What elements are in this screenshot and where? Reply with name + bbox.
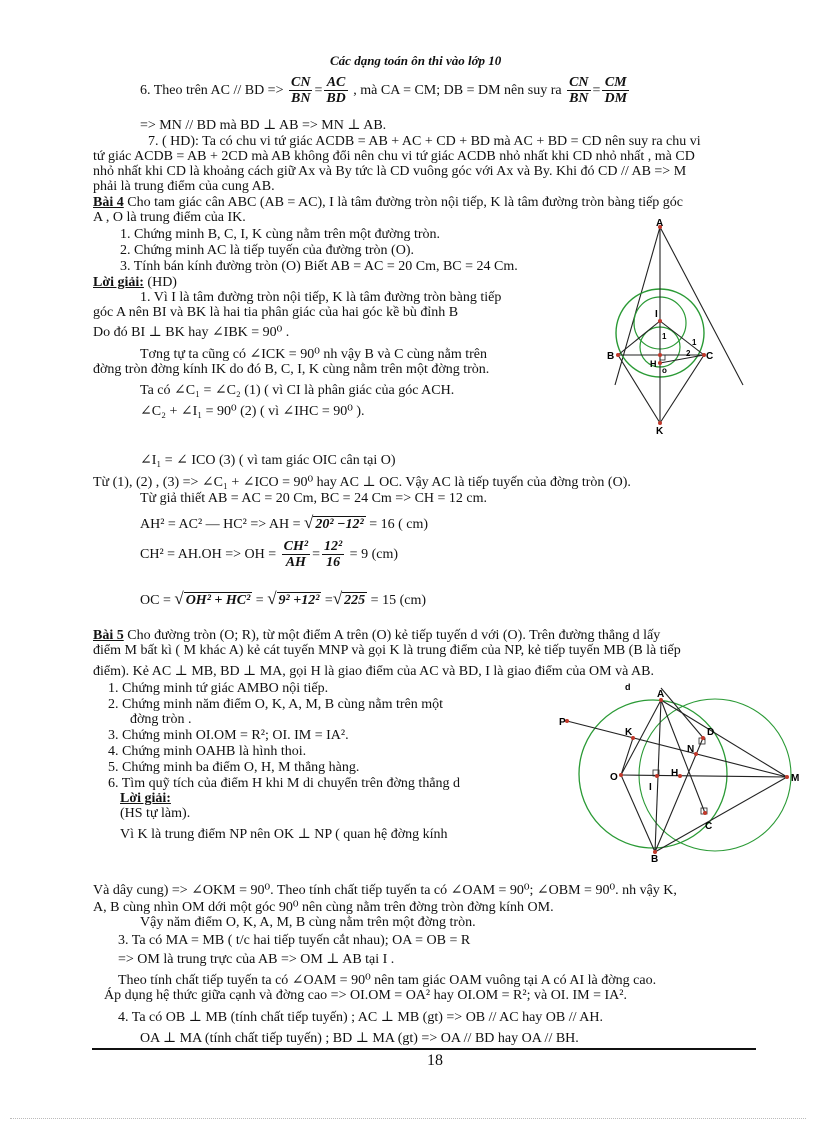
fig2-label-d-point: D: [707, 727, 715, 738]
figure-triangle-circles: [600, 215, 760, 440]
bai5-question-2b: đờng tròn .: [130, 712, 192, 727]
fig2-label-a: A: [657, 689, 665, 700]
bai4-sol-10: Từ giả thiết AB = AC = 20 Cm, BC = 24 Cm => CH = 12 cm.: [140, 491, 488, 506]
bai5-sol-8: Áp dụng hệ thức giữa cạnh và đờng cao => OI.OM = OA² hay OI.OM = R²; và OI. IM = IA².: [104, 988, 627, 1003]
fig1-label-i: I: [655, 309, 658, 320]
eq-oc: OC = √ OH² + HC² = √ 9² +12² =√ 225 = 15 (cm): [140, 589, 426, 608]
bai5-sol-10: OA ⊥ MA (tính chất tiếp tuyến) ; BD ⊥ MA (gt) => OA // BD hay OA // BH.: [140, 1031, 579, 1046]
bai4-intro: [93, 195, 683, 210]
fraction-ac-bd: $\frac{AC}{BD}$: [326, 75, 346, 107]
eq-ah: AH² = AC² — HC² => AH = √ 20² −12² = 16 ( cm): [140, 513, 429, 532]
solution-label: Lời giải:: [93, 275, 144, 290]
bai4-sol-9: Từ (1), (2) , (3) => ∠C₁ + ∠ICO = 90⁰ hay AC ⊥ OC. Vậy AC là tiếp tuyến của đờng tròn (O).: [93, 475, 631, 490]
equals: =: [314, 83, 323, 98]
bai5-question-5: 5. Chứng minh ba điểm O, H, M thẳng hàng.: [108, 760, 360, 775]
bai4-sol-5: đờng tròn đờng kính IK do đó B, C, I, K cùng nằm trên một đờng tròn.: [93, 362, 490, 377]
eq-ah-right: = 16 ( cm): [365, 517, 429, 532]
item-7-line-4: phải là trung điểm của cung AB.: [93, 179, 275, 194]
fig2-label-n: N: [687, 744, 695, 755]
bai5-intro-3: điểm). Kẻ AC ⊥ MB, BD ⊥ MA, gọi H là giao điểm của AC và BD, I là giao điểm của OM và AB.: [93, 664, 654, 679]
bai5-title: Bài 5: [93, 628, 124, 643]
eq-ch: CH² = AH.OH => OH = $\frac{\text{CH²}}{AH}$ = $\frac{\text{12²}}{16}$ = 9 (cm): [140, 539, 398, 571]
bai4-question-3: 3. Tính bán kính đường tròn (O) Biết AB = AC = 20 Cm, BC = 24 Cm.: [120, 259, 518, 274]
fraction-cm-dm: $\frac{CM}{DM}$: [604, 75, 628, 107]
footer-rule: [92, 1048, 756, 1050]
fig1-label-o: o: [662, 366, 667, 375]
fig2-label-k: K: [625, 727, 633, 738]
bai5-question-4: 4. Chứng minh OAHB là hình thoi.: [108, 744, 307, 759]
sqrt-ah: 20² −12²: [315, 517, 364, 532]
fig1-label-b: B: [607, 351, 615, 362]
sqrt-oc-1: OH² + HC²: [185, 593, 251, 608]
bai5-solution-label: Lời giải:: [120, 791, 171, 806]
bai5-intro-2: điểm M bất kì ( M khác A) kẻ cát tuyến MNP và gọi K là trung điểm của NP, kẻ tiếp tuyến MB (B là tiếp: [93, 643, 681, 658]
line-bm: [655, 777, 787, 852]
fraction-122-16: $\frac{\text{12²}}{16}$: [323, 539, 343, 571]
bai5-sol-1: Vì K là trung điểm NP nên OK ⊥ NP ( quan hệ đờng kính: [120, 827, 448, 842]
bai5-sol-2: Và dây cung) => ∠OKM = 90⁰. Theo tính chất tiếp tuyến ta có ∠OAM = 90⁰; ∠OBM = 90⁰. nh vậy K,: [93, 883, 677, 898]
fig1-label-k: K: [656, 426, 664, 437]
item-6-text-b: , mà CA = CM; DB = DM nên suy ra: [353, 83, 562, 98]
bai4-sol-7: ∠C₂ + ∠I₁ = 90⁰ (2) ( vì ∠IHC = 90⁰ ).: [140, 404, 365, 419]
fig2-label-p: P: [559, 717, 566, 728]
item-6-conclusion: => MN // BD mà BD ⊥ AB => MN ⊥ AB.: [140, 118, 387, 133]
item-6-text: 6. Theo trên AC // BD =>: [140, 83, 284, 98]
line-om: [621, 775, 787, 777]
bai4-sol-3: Do đó BI ⊥ BK hay ∠IBK = 90⁰ .: [93, 325, 290, 340]
fig2-label-d: d: [625, 682, 631, 692]
sqrt-oc-3: 225: [344, 593, 366, 608]
bai4-solution-heading: [93, 275, 177, 290]
bai4-intro-1: Cho tam giác cân ABC (AB = AC), I là tâm đường tròn nội tiếp, K là tâm đường tròn bàng tiếp góc: [123, 195, 684, 210]
bai5-sol-7: Theo tính chất tiếp tuyến ta có ∠OAM = 90⁰ nên tam giác OAM vuông tại A có AI là đờng cao.: [118, 973, 657, 988]
bai4-question-2: 2. Chứng minh AC là tiếp tuyến của đường tròn (O).: [120, 243, 414, 258]
fig1-label-h: H: [650, 359, 657, 369]
fig1-label-1a: 1: [662, 332, 667, 341]
item-6-line: 6. Theo trên AC // BD => $\frac{CN}{BN}$ = $\frac{AC}{BD}$ , mà CA = CM; DB = DM nên suy ra $\frac{CN}{BN}$ = $\frac{CM}{DM}$: [140, 75, 628, 107]
line-am: [661, 700, 787, 777]
bai5-sol-6: => OM là trung trực của AB => OM ⊥ AB tại I .: [118, 952, 395, 967]
bai5-sol-3: A, B cùng nhìn OM dới một góc 90⁰ nên cùng nằm trên đờng tròn đờng kính OM.: [93, 900, 554, 915]
eq-ah-left: AH² = AC² — HC² => AH =: [140, 517, 301, 532]
fig2-label-m: M: [791, 773, 800, 784]
bai4-intro-2: A , O là trung điểm của IK.: [93, 210, 246, 225]
bai5-intro-1: Cho đường tròn (O; R), từ một điểm A trên (O) kẻ tiếp tuyến d với (O). Trên đường thẳng d lấy: [123, 628, 661, 643]
bai4-sol-8: ∠I₁ = ∠ ICO (3) ( vì tam giác OIC cân tại O): [140, 453, 396, 468]
bai4-sol-2: góc A nên BI và BK là hai tia phân giác của hai góc kề bù đỉnh B: [93, 305, 459, 320]
fig1-label-2: 2: [686, 349, 691, 358]
bai4-question-1: 1. Chứng minh B, C, I, K cùng nằm trên một đường tròn.: [120, 227, 441, 242]
bai5-sol-9: 4. Ta có OB ⊥ MB (tính chất tiếp tuyến) ; AC ⊥ MB (gt) => OB // AC hay OB // AH.: [118, 1010, 603, 1025]
eq-oc-right: = 15 (cm): [367, 593, 426, 608]
bai5-intro: [93, 628, 660, 643]
item-7-line-3: nhỏ nhất khi CD là khoảng cách giữ Ax và By tức là CD vuông góc với Ax và By. Khi đó CD // AB => M: [93, 164, 687, 179]
bai5-question-6: 6. Tìm quỹ tích của điểm H khi M di chuyển trên đờng thẳng d: [108, 776, 461, 791]
bai5-sol-self: (HS tự làm).: [120, 806, 191, 821]
line-ac: [661, 700, 705, 813]
fig2-label-o: O: [610, 772, 618, 783]
page-number: 18: [427, 1052, 443, 1069]
fraction-ch2-ah: $\frac{\text{CH²}}{AH}$: [283, 539, 309, 571]
bai5-question-2a: 2. Chứng minh năm điểm O, K, A, M, B cùng nằm trên một: [108, 697, 444, 712]
bai5-sol-5: 3. Ta có MA = MB ( t/c hai tiếp tuyến cắt nhau); OA = OB = R: [118, 933, 471, 948]
bai5-sol-4: Vậy năm điểm O, K, A, M, B cùng nằm trên một đờng tròn.: [140, 915, 476, 930]
fig2-label-i: I: [649, 782, 652, 793]
bai4-sol-4: Tơng tự ta cũng có ∠ICK = 90⁰ nh vậy B và C cùng nằm trên: [140, 347, 487, 362]
bai5-question-3: 3. Chứng minh OI.OM = R²; OI. IM = IA².: [108, 728, 349, 743]
fig2-label-b: B: [651, 854, 659, 865]
eq-ch-left: CH² = AH.OH => OH =: [140, 547, 277, 562]
item-7-line-2: tứ giác ACDB = AB + 2CD mà AB không đổi nên chu vi tứ giác ACDB nhỏ nhất khi CD nhỏ nhất , mà CD: [93, 149, 695, 164]
line-ac-ext: [660, 227, 743, 385]
fig1-label-a: A: [656, 218, 664, 229]
sqrt-oc-2: 9² +12²: [278, 593, 320, 608]
fig1-label-c: C: [706, 351, 714, 362]
item-7-line-1: 7. ( HD): Ta có chu vi tứ giác ACDB = AB + AC + CD + BD mà AC + BD = CD nên suy ra chu vi: [148, 134, 701, 149]
eq-oc-left: OC =: [140, 593, 171, 608]
bai4-sol-6: Ta có ∠C₁ = ∠C₂ (1) ( vì CI là phân giác của góc ACH.: [140, 383, 455, 398]
fig1-label-1b: 1: [692, 338, 697, 347]
bottom-dotted-line: [10, 1118, 806, 1119]
fraction-cn-bn-2: $\frac{CN}{BN}$: [569, 75, 589, 107]
fraction-cn-bn: $\frac{CN}{BN}$: [290, 75, 311, 107]
solution-hd: (HD): [143, 275, 177, 290]
bai4-sol-1: 1. Vì I là tâm đường tròn nội tiếp, K là tâm đường tròn bàng tiếp: [140, 290, 502, 305]
figure-circle-tangents: [555, 680, 815, 865]
fig2-label-c: C: [705, 821, 713, 832]
eq-ch-right: = 9 (cm): [346, 547, 398, 562]
bai5-question-1: 1. Chứng minh tứ giác AMBO nội tiếp.: [108, 681, 329, 696]
bai4-title: Bài 4: [93, 195, 124, 210]
page-header: Các dạng toán ôn thi vào lớp 10: [330, 53, 502, 68]
fig2-label-h: H: [671, 768, 679, 779]
figure1-points: [616, 225, 706, 425]
